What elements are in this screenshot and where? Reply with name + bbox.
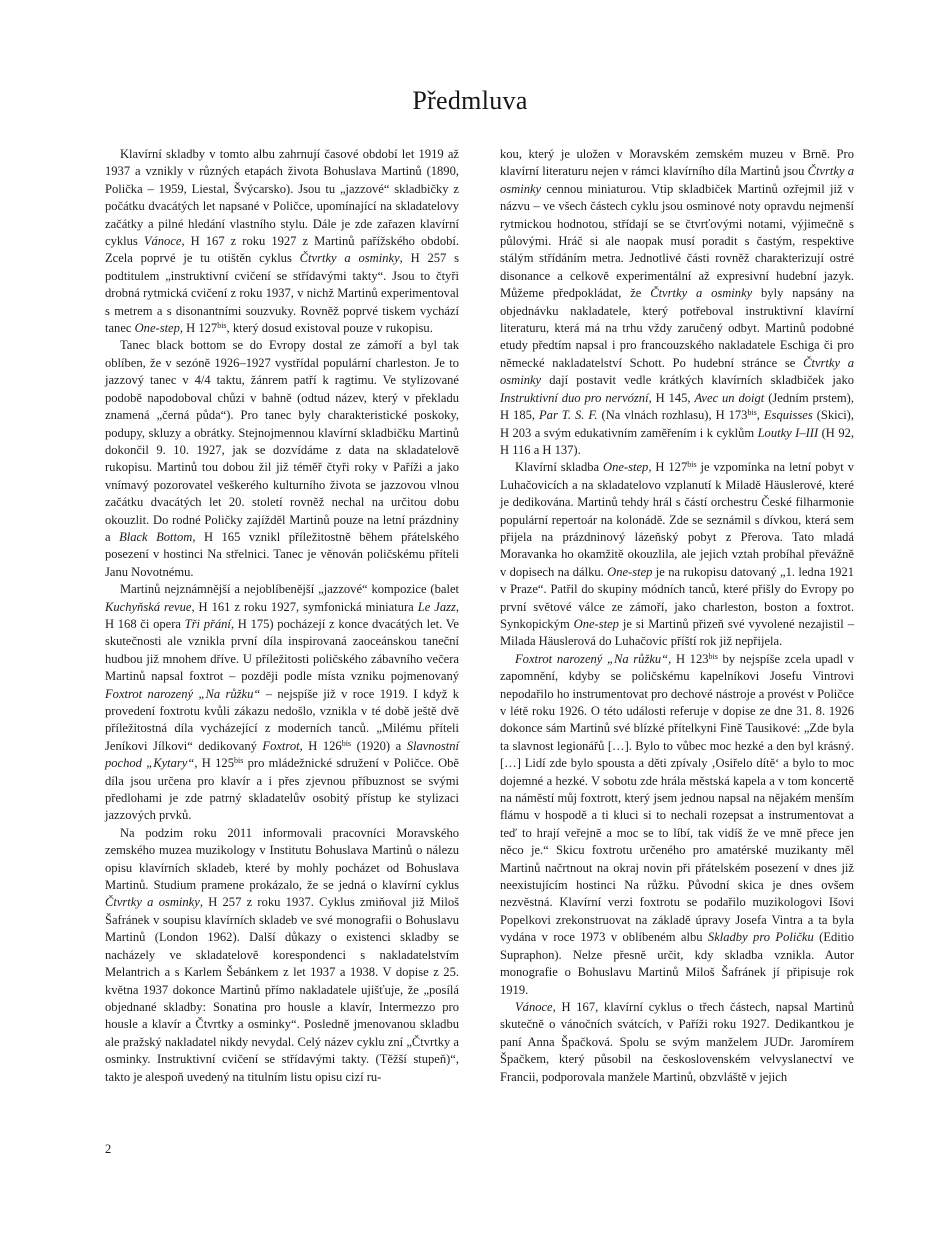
work-title: One-step: [573, 616, 619, 631]
text-run: (Jedním prstem), H 185,: [500, 390, 854, 423]
work-title: Vánoce: [515, 999, 553, 1014]
work-title: Esquisses: [763, 408, 813, 423]
page-title: Předmluva: [412, 86, 528, 115]
work-title: Instruktivní duo pro nervózní: [500, 390, 649, 405]
work-title: Čtvrtky a osminky: [500, 164, 854, 196]
work-title: One-step: [603, 460, 649, 475]
text-run: , H 175) pocházejí z konce dvacátých let. Ve skutečnosti ale vznikla první díla inspirovaná zaoceánskou taneční hudbou již mnohem dříve. U příležitosti poličského zábavního večera Martinů napsal foxtrot – později podle místa vzniku pojmenovaný: [105, 616, 459, 684]
work-title: Čtvrtky a osminky: [299, 251, 400, 266]
work-title: Foxtrot: [262, 738, 300, 753]
work-title: Loutky I–III: [757, 425, 819, 440]
work-title: One-step: [607, 564, 653, 579]
paragraph: [500, 651, 854, 999]
superscript: bis: [687, 460, 697, 470]
work-title: Kuchyňská revue: [105, 599, 192, 614]
text-run: , H 145,: [648, 390, 695, 405]
paragraph: [500, 146, 854, 459]
right-text-column: [500, 146, 854, 1086]
text-run: pro mládežnické sdružení v Poličce. Obě díla jsou určena pro klavír a i přes zjevnou příbuznost se svými předlohami je zde patrný skladatelův osobitý přístup ke stylizaci jazzových prvků.: [105, 756, 459, 823]
text-run: (1920) a: [351, 738, 407, 753]
work-title: Avec un doigt: [694, 390, 765, 405]
work-title: Skladby pro Poličku: [707, 930, 814, 945]
text-run: , H 127: [648, 460, 688, 475]
page-number: 2: [105, 1142, 112, 1156]
text-run: je vzpomínka na letní pobyt v Luhačovicích a na skladatelovo vzplanutí k Miladě Häuslerové, které je dedikována. Martinů tehdy hrál s částí orchestru České filharmonie populární repertoár na kolonádě. Zde se seznámil s dívkou, která sem přijela na prázdninový lázeňský pobyt z Přerova. Tato mladá Moravanka ho okamžitě okouzlila, ale jejich vztah probíhal převážně v dopisech na dálku.: [500, 460, 855, 579]
paragraph: [105, 337, 459, 581]
text-run: , H 165 vznikl příležitostně během přátelského posezení v hostinci Na střelnici. Tanec je věnován poličskému příteli Janu Novotnému.: [105, 529, 459, 579]
work-title: Vánoce: [143, 234, 182, 249]
work-title: Čtvrtky a osminky: [650, 286, 753, 301]
text-run: cennou miniaturou. Vtip skladbiček Martinů ozřejmil již v názvu – ve všech částech cyklu jsou osminové noty opravdu nejmenší rytmickou hodnotou, střídají se se čtvrťovými notami, výjimečně s půlovými. Hráč si ale naopak musí poradit s častým, respektive stálým střídáním metra. Jednotlivé části rovněž charakterizují ostré disonance a celkově experimentální až expresivní hudební jazyk. Můžeme předpokládat, že: [500, 181, 854, 301]
text-run: Klavírní skladba: [515, 460, 604, 475]
left-text-column: [105, 146, 459, 1086]
text-run: , který dosud existoval pouze v rukopisu.: [226, 321, 433, 336]
text-run: je si Martinů přizeň své vyvolené nezajistil – Milada Häuslerová do Luhačovic příští rok již nepřijela.: [500, 616, 854, 649]
work-title: Par T. S. F.: [539, 408, 598, 423]
work-title: Tři přání: [184, 616, 231, 631]
superscript: bis: [217, 321, 227, 331]
text-run: , H 161 z roku 1927, symfonická miniatura: [191, 599, 418, 614]
text-run: , H 127: [179, 321, 218, 336]
text-run: Martinů nejznámnější a nejoblíbenější „jazzové“ kompozice (balet: [120, 582, 459, 597]
paragraph: [500, 459, 854, 650]
paragraph: [105, 146, 459, 337]
text-run: (H 92, H 116 a H 137).: [500, 425, 855, 457]
text-run: by nejspíše zcela upadl v zapomnění, kdyby se poličskému kapelníkovi Josefu Vintrovi nepodařilo ho instrumentovat pro dechové nástroje a provést v Poličce v létě roku 1926. O této události referuje v dopise ze dne 31. 8. 1926 dokonce sám Martinů své blízké přítelkyni Fině Tausikové: „Zde byla ta slavnost legionářů […]. Bylo to vůbec moc hezké a den byl krásný. […] Lidí zde bylo spousta a děti zpívaly ‚Osiřelo dítě‘ a bylo to moc dojemné a hezké. V sobotu zde hrála městská kapela a v tom koncertě na náměstí můj foxtrott, který jsem jednou napsal na nějakém menším flámu v hospodě a ti kluci si to nechali rozepsat a instrumentovat a teď to hrají veřejně a moc se to líbí, tak vidíš že ve mně přece jen něco je.“ Skicu foxtrotu určeného pro amatérské muzikanty měl Martinů načrtnout na okraj novin při přátelském posezení v dnes již neexistujícím hostinci Na růžku. Původní skica je dnes ovšem nezvěstná. Klavírní verzi foxtrotu se podařilo muzikologovi Išovi Popelkovi zrekonstruovat na základě úpravy Josefa Vintra a ta byla vydána v roce 1973 v oblíbeném albu: [500, 651, 855, 945]
text-run: (Na vlnách rozhlasu), H 173: [597, 408, 748, 423]
work-title: Foxtrot narozený „Na růžku“: [515, 651, 669, 666]
text-run: , H 168 či opera: [105, 599, 459, 631]
text-run: , H 123: [668, 651, 709, 666]
paragraph: [500, 999, 854, 1086]
paragraph: [105, 581, 459, 825]
work-title: Black Bottom: [119, 529, 193, 544]
work-title: Le Jazz: [417, 599, 456, 614]
text-run: , H 125: [194, 756, 234, 771]
superscript: bis: [341, 738, 352, 748]
paragraph: [105, 825, 459, 1086]
work-title: One-step: [134, 321, 180, 336]
text-run: Tanec black bottom se do Evropy dostal ze zámoří a byl tak oblíben, že v sezóně 1926–1927 vystřídal populární charleston. Je to jazzový tanec v 4/4 taktu, žánrem patří k ragtimu. Ve stylizované podobě napodoboval chůzi v bahně (odtud název, který v překladu znamená „černá půda“). Pro tanec byly charakteristické poskoky, podupy, skluzy a obrátky. Stejnojmennou klavírní skladbičku Martinů dokončil 9. 10. 1927, jak se dozvídáme z data na skladatelově rukopisu. Martinů tou dobou žil již téměř čtyři roky v Paříži a jako vnímavý pozorovatel veškerého kulturního života se jazzovou vlnou začátku dvacátých let 20. století rovněž nechal na určitou dobu okouzlit. Do rodné Poličky zajížděl Martinů pouze na letní prázdniny a: [105, 338, 459, 544]
superscript: bis: [708, 651, 718, 661]
work-title: Čtvrtky a osminky: [105, 895, 200, 910]
work-title: Čtvrtky a osminky: [500, 355, 855, 388]
text-run: , H 257 z roku 1937. Cyklus zmiňoval již Miloš Šafránek v soupisu klavírních skladeb ve své monografii o Bohuslavu Martinů (London 1962). Další důkazy o existenci skladby se nacházely ve skladatelově korespondenci s nakladatelstvím Melantrich a s Karlem Šebánkem z let 1937 a 1938. V dopise z 25. května 1937 dokonce Martinů přímo nakladatele ujišťuje, že „posílá objednané skladby: Sonatina pro housle a klavír, Intermezzo pro housle a klavír a Čtvrtky a osminky“. Posledně jmenovanou skladbu ale pražský nakladatel nikdy nevydal. Celý název cyklu zní „Čtvrtky a osminky. Instruktivní cvičení se střídavými takty. (Těžší stupeň)“, takto je alespoň uvedený na titulním listu opisu cizí ru-: [105, 895, 459, 1084]
text-run: je na rukopisu datovaný „1. ledna 1921 v Praze“. Patřil do skupiny módních tanců, které přišly do Evropy po první světové válce ze zámoří, jako charleston, boston a foxtrot. Synkopickým: [500, 564, 854, 631]
text-run: (Editio Supraphon). Nelze přesně určit, kdy skladba vznikla. Autor monografie o Bohuslavu Martinů Miloš Šafránek jí připisuje rok 1919.: [500, 930, 855, 997]
text-run: ,: [756, 408, 764, 423]
text-run: kou, který je uložen v Moravském zemském muzeu v Brně. Pro klavírní literaturu nejen v rámci klavírního díla Martinů jsou: [500, 147, 854, 179]
work-title: Foxtrot narozený „Na růžku“: [105, 686, 261, 701]
text-run: Klavírní skladby v tomto albu zahrnují časové období let 1919 až 1937 a vznikly v různých etapách života Bohuslava Martinů (1890, Polička – 1959, Liestal, Švýcarsko). Jsou tu „jazzové“ skladbičky z počátku dvacátých let napsané v Poličce, upomínající na skladatelovy začátky a pilné hledání vlastního stylu. Dále je zde zařazen klavírní cyklus: [105, 147, 459, 249]
text-run: , H 167 z roku 1927 z Martinů pařížského období. Zcela poprvé je tu otištěn cyklus: [105, 234, 459, 266]
text-run: byly napsány na objednávku nakladatele, který potřeboval instruktivní klavírní literaturu, která má na trhu vždy zaručený odbyt. Martinů podobné etudy předtím napsal i pro francouzského nakladatele Eschiga či pro německé nakladatelství Schott. Po hudební stránce se: [500, 286, 855, 370]
text-run: – nejspíše již v roce 1919. I když k provedení foxtrotu kvůli zákazu nedošlo, vznikla v té době ještě dvě příležitostná díla vycházející z moderních tanců. „Milému příteli Jeníkovi Jílkovi“ dedikovaný: [105, 686, 459, 753]
text-run: , H 126: [299, 738, 342, 753]
text-run: (Skici), H 203 a svým edukativním zaměřením i k cyklům: [500, 408, 854, 440]
superscript: bis: [233, 756, 244, 766]
superscript: bis: [747, 408, 757, 418]
text-run: , H 167, klavírní cyklus o třech částech, napsal Martinů skutečně o vánočních svátcích, v Paříži roku 1927. Dedikantkou je paní Anna Špačková. Spolu se svým manželem JUDr. Jaromírem Špačkem, který působil na československém velvyslanectví ve Francii, podporovala manžele Martinů, obzvláště v jejich: [500, 999, 854, 1084]
text-run: , H 257 s podtitulem „instruktivní cvičení se střídavými takty“. Jsou to čtyři drobná rytmická cvičení z roku 1937, v nichž Martinů experimentoval s metrem a s disonantními souzvuky. Rovněž poprvé tiskem vychází tanec: [105, 251, 460, 336]
text-run: Na podzim roku 2011 informovali pracovníci Moravského zemského muzea muzikology v Institutu Bohuslava Martinů o nálezu opisu klavírních skladeb, které by mohly pocházet od Bohuslava Martinů. Studium pramene prokázalo, že se jedná o klavírní cyklus: [105, 825, 459, 893]
work-title: Slavnostní pochod „Kytary“: [105, 738, 459, 771]
text-run: dají postavit vedle krátkých klavírních skladbiček jako: [541, 373, 854, 388]
